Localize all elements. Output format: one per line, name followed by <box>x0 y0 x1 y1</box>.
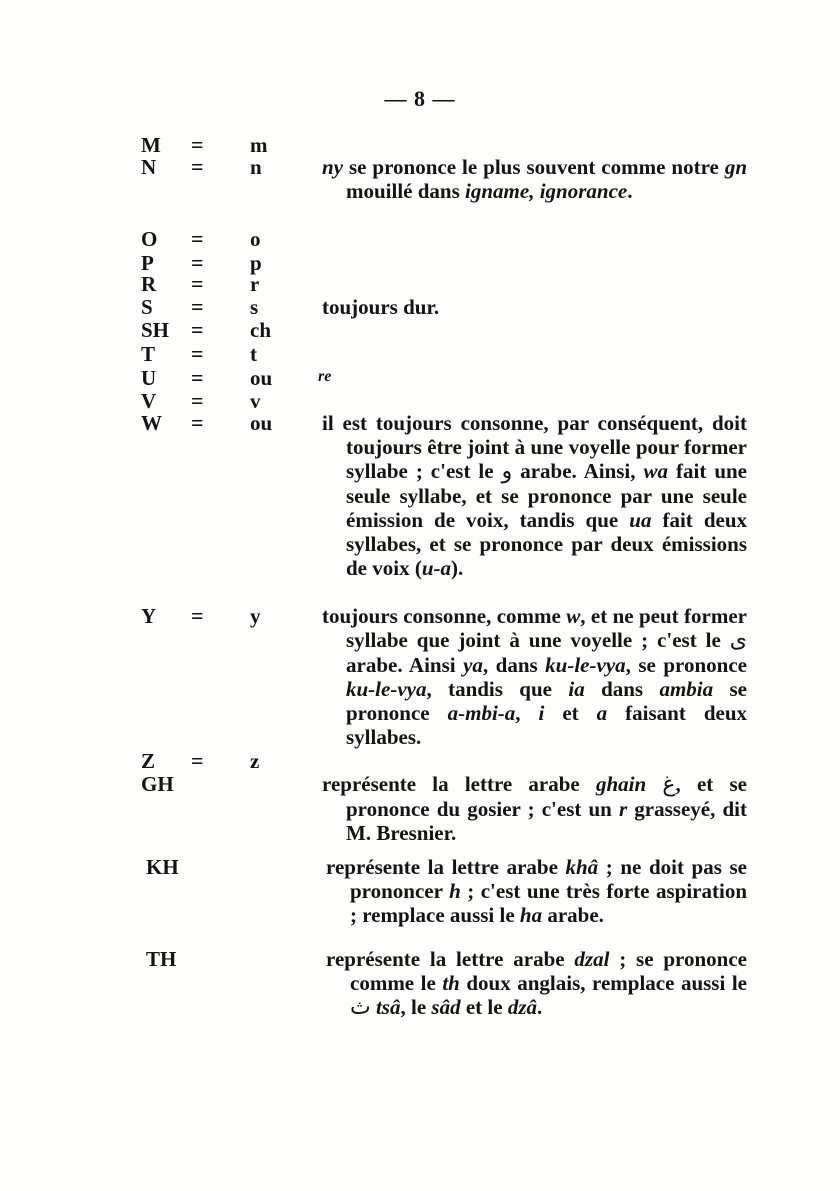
equivalent: y <box>250 604 261 628</box>
equivalent: ou <box>250 366 273 390</box>
equivalent: ch <box>250 318 271 342</box>
equivalent: s <box>250 295 259 319</box>
note-kh: représente la lettre arabe khâ ; ne doit pas se prononcer h ; c'est une très forte aspiration ; remplace aussi le ha arabe. <box>326 855 747 927</box>
note-y: toujours consonne, comme w, et ne peut former syllabe que joint à une voyelle ; c'est le ى arabe. Ainsi ya, dans ku-le-vya, se prononce ku-le-vya, tandis que ia dans ambia se prononce a-mbi-a, i et a faisant deux syllabes. <box>322 604 748 749</box>
equals: = <box>191 317 204 342</box>
letter: N <box>141 155 157 179</box>
letter: TH <box>146 947 177 971</box>
letter: Y <box>141 604 157 628</box>
equivalent: n <box>250 155 262 179</box>
equals: = <box>191 271 204 296</box>
equals: = <box>191 294 204 319</box>
letter: V <box>141 389 157 413</box>
equals: = <box>191 250 204 275</box>
equivalent: t <box>250 342 257 366</box>
equivalent: v <box>250 389 261 413</box>
letter: S <box>141 295 153 319</box>
letter: Z <box>141 749 156 773</box>
letter: W <box>141 411 162 435</box>
equivalent: o <box>250 227 261 251</box>
letter: SH <box>141 318 170 342</box>
equals: = <box>191 154 204 179</box>
equals: = <box>191 365 204 390</box>
equals: = <box>191 341 204 366</box>
letter: O <box>141 227 158 251</box>
note-w: il est toujours consonne, par conséquent, doit toujours être joint à une voyelle pour former syllabe ; c'est le و arabe. Ainsi, wa fait une seule syllabe, et se prononce par une seule émission de voix, tandis que ua fait deux syllabes, et se prononce par deux émissions de voix (u-a). <box>322 411 748 580</box>
equals: = <box>191 748 204 773</box>
equivalent: z <box>250 749 260 773</box>
letter: R <box>141 272 157 296</box>
equivalent: p <box>250 251 262 275</box>
equals: = <box>191 388 204 413</box>
page-number: — 8 — <box>384 86 456 111</box>
note-n: ny se prononce le plus souvent comme notre gn mouillé dans igname, ignorance. <box>322 155 747 203</box>
equals: = <box>191 132 204 157</box>
note-gh: représente la lettre arabe ghain غ, et se prononce du gosier ; c'est un r grasseyé, dit M. Bresnier. <box>322 772 748 845</box>
letter: T <box>141 342 156 366</box>
equivalent: ou <box>250 411 273 435</box>
equivalent: m <box>250 133 268 157</box>
note-th: représente la lettre arabe dzal ; se prononce comme le th doux anglais, remplace aussi le ث tsâ, le sâd et le dzâ. <box>326 947 747 1020</box>
letter: M <box>141 133 161 157</box>
equals: = <box>191 410 204 435</box>
stray-mark: re <box>318 368 332 385</box>
letter: GH <box>141 772 174 796</box>
letter: P <box>141 251 154 275</box>
letter: U <box>141 366 157 390</box>
note-s: toujours dur. <box>322 295 440 319</box>
equals: = <box>191 226 204 251</box>
equivalent: r <box>250 272 260 296</box>
letter: KH <box>146 855 179 879</box>
equals: = <box>191 603 204 628</box>
